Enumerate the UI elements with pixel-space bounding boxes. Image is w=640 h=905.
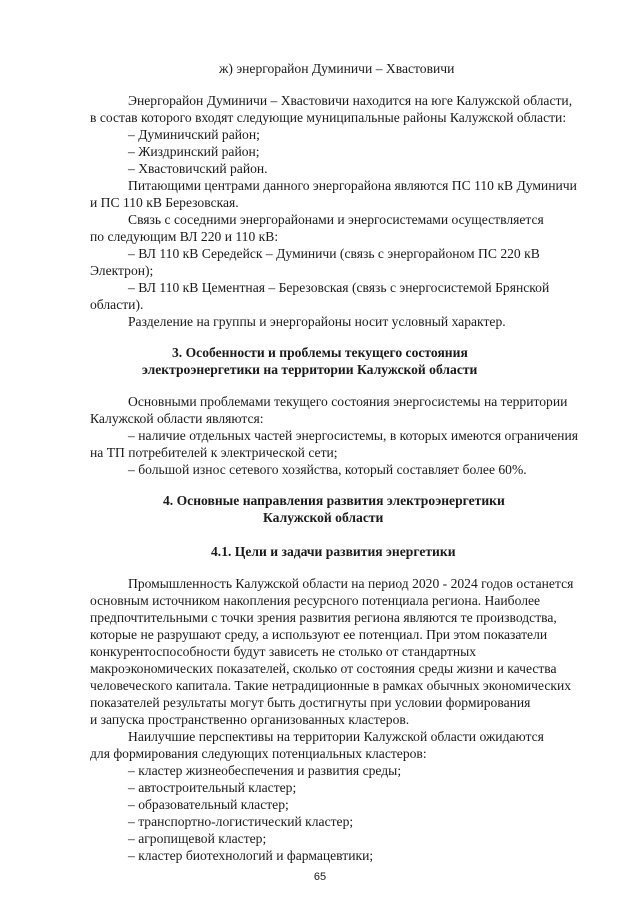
text-line: Связь с соседними энергорайонами и энергосистемами осуществляется — [128, 212, 544, 227]
list-item: – ВЛ 110 кВ Середейск – Думиничи (связь с энергорайоном ПС 220 кВ — [128, 246, 540, 261]
list-item: – большой износ сетевого хозяйства, который составляет более 60%. — [128, 462, 527, 477]
text-line: человеческого капитала. Такие нетрадиционные в рамках обычных экономических — [90, 678, 572, 693]
section-title: 4. Основные направления развития электроэнергетики — [163, 493, 505, 508]
text-line: предпочтительными с точки зрения развития региона являются те производства, — [90, 610, 557, 625]
list-item: – наличие отдельных частей энергосистемы, в которых имеются ограничения — [128, 428, 578, 443]
text-line: для формирования следующих потенциальных кластеров: — [90, 746, 427, 761]
list-item: – ВЛ 110 кВ Цементная – Березовская (связь с энергосистемой Брянской — [128, 280, 550, 295]
text-line: Электрон); — [90, 263, 154, 278]
list-item: – транспортно-логистический кластер; — [128, 814, 354, 829]
text-line: области). — [90, 297, 144, 312]
text-line: Разделение на группы и энергорайоны носит условный характер. — [128, 314, 506, 329]
list-item: – Хвастовичский район. — [128, 161, 268, 176]
text-line: в состав которого входят следующие муниципальные районы Калужской области: — [90, 110, 567, 125]
subsection-title: 4.1. Цели и задачи развития энергетики — [211, 544, 456, 559]
text-line: которые не разрушают среду, а используют ее потенциал. При этом показатели — [90, 627, 548, 642]
text-line: Основными проблемами текущего состояния энергосистемы на территории — [128, 394, 568, 409]
text-line: Промышленность Калужской области на период 2020 - 2024 годов останется — [128, 576, 574, 591]
text-line: и ПС 110 кВ Березовская. — [90, 195, 239, 210]
list-item: – автостроительный кластер; — [128, 780, 297, 795]
text-line: Питающими центрами данного энергорайона являются ПС 110 кВ Думиничи — [128, 178, 577, 193]
subsection-heading: ж) энергорайон Думиничи – Хвастовичи — [219, 61, 455, 76]
text-line: макроэкономических показателей, сколько от состояния среды жизни и качества — [90, 661, 557, 676]
text-line: основным источником накопления ресурсного потенциала региона. Наиболее — [90, 593, 541, 608]
text-line: на ТП потребителей к электрической сети; — [90, 445, 338, 460]
list-item: – Жиздринский район; — [128, 144, 260, 159]
page-number: 65 — [313, 871, 327, 883]
text-line: по следующим ВЛ 220 и 110 кВ: — [90, 229, 279, 244]
list-item: – образовательный кластер; — [128, 797, 289, 812]
text-line: Наилучшие перспективы на территории Калужской области ожидаются — [128, 729, 544, 744]
text-line: конкурентоспособности будут зависеть не столько от стандартных — [90, 644, 477, 659]
section-title: 3. Особенности и проблемы текущего состояния — [172, 345, 468, 360]
list-item: – Думиничский район; — [128, 127, 260, 142]
text-line: Калужской области являются: — [90, 411, 264, 426]
list-item: – агропищевой кластер; — [128, 831, 267, 846]
text-line: и запуска пространственно организованных кластеров. — [90, 712, 410, 727]
text-line: показателей результаты могут быть достигнуты при условии формирования — [90, 695, 531, 710]
section-title: Калужской области — [263, 510, 384, 525]
list-item: – кластер биотехнологий и фармацевтики; — [128, 848, 374, 863]
list-item: – кластер жизнеобеспечения и развития среды; — [128, 763, 402, 778]
section-title: электроэнергетики на территории Калужской области — [142, 362, 478, 377]
text-line: Энергорайон Думиничи – Хвастовичи находится на юге Калужской области, — [128, 93, 573, 108]
